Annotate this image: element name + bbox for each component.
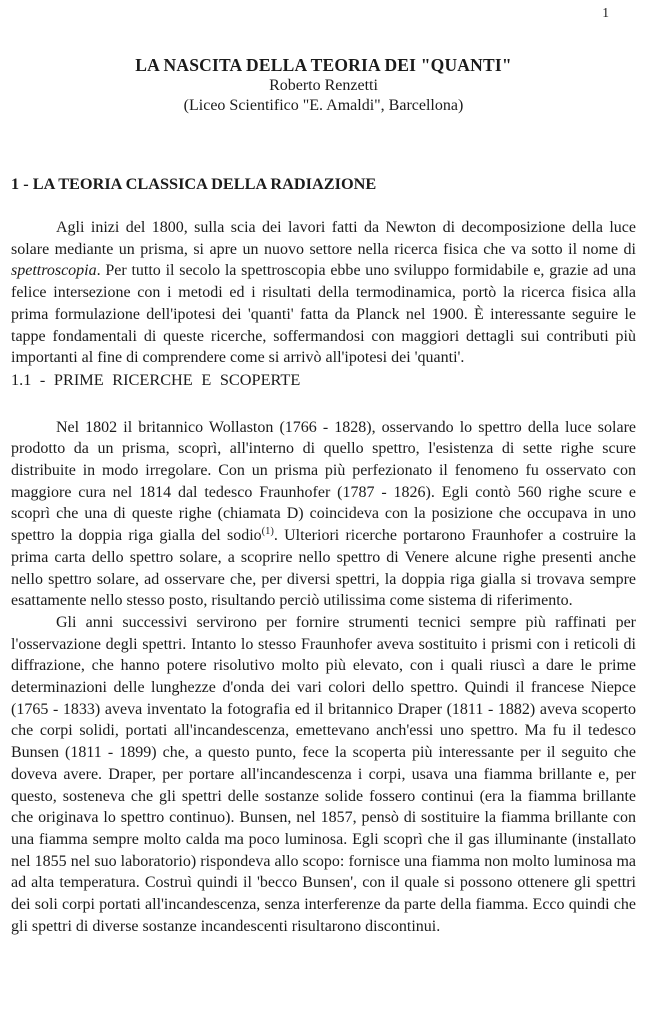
section-heading-1: 1 - LA TEORIA CLASSICA DELLA RADIAZIONE bbox=[11, 174, 377, 193]
paragraph-wollaston bbox=[11, 417, 636, 612]
text-run: Agli inizi del 1800, sulla scia dei lavori fatti da Newton di decomposizione della luce solare mediante un prisma, si apre un nuovo settore nella ricerca fisica che va sotto il nome di bbox=[11, 219, 636, 258]
text-run: . Ulteriori ricerche portarono Fraunhofer a costruire la prima carta dello spettro solare, a scoprire nello spettro di Venere alcune righe presenti anche nello spettro solare, ad osservare che, per diversi spettri, la doppia riga gialla si trovava sempre esattamente nello stesso posto, risultando perciò utilissima come sistema di riferimento. bbox=[11, 527, 636, 610]
document-affiliation: (Liceo Scientifico "E. Amaldi", Barcellona) bbox=[183, 97, 464, 114]
paragraph-instruments: Gli anni successivi servirono per fornire strumenti tecnici sempre più raffinati per l'osservazione degli spettri. Intanto lo stesso Fraunhofer aveva sostituito i prismi con i reticoli di diffrazione, che hanno potere risolutivo molto più elevato, con i quali riuscì a dare le prime determinazioni delle lunghezze d'onda dei vari colori dello spettro. Quindi il francese Niepce (1765 - 1833) aveva inventato la fotografia ed il britannico Draper (1811 - 1882) aveva scoperto che corpi solidi, portati all'incandescenza, emettevano anch'essi uno spettro. Ma fu il tedesco Bunsen (1811 - 1899) che, a questo punto, fece la scoperta più interessante per il seguito che doveva avere. Draper, per portare all'incandescenza i corpi, usava una fiamma brillante e, per questo, sosteneva che gli spettri delle sostanze solide fossero continui (era la fiamma brillante che originava lo spettro continuo). Bunsen, nel 1857, pensò di sostituire la fiamma brillante con una fiamma sempre molto calda ma poco luminosa. Egli scoprì che il gas illuminante (installato nel 1855 nel suo laboratorio) rispondeva allo scopo: fornisce una fiamma non molto luminosa ma ad alta temperatura. Costruì quindi il 'becco Bunsen', con il quale si possono ottenere gli spettri dei soli corpi portati all'incandescenza, senza interferenze da parte della fiamma. Ecco quindi che gli spettri di diverse sostanze incandescenti risultarono discontinui. bbox=[11, 613, 636, 935]
text-run: Nel 1802 il britannico Wollaston (1766 - 1828), osservando lo spettro della luce solare prodotto da un prisma, scoprì, all'interno di quello spettro, l'esistenza di sette righe scure distribuite in modo irregolare. Con un prisma più perfezionato il fenomeno fu osservato con maggiore cura nel 1814 dal tedesco Fraunhofer (1787 - 1826). Egli contò 560 righe scure e scoprì che una di queste righe (chiamata D) coincideva con la posizione che occupava in uno spettro la doppia riga gialla del sodio bbox=[11, 418, 636, 545]
subsection-heading-1-1: 1.1 - PRIME RICERCHE E SCOPERTE bbox=[11, 369, 301, 389]
text-run: . Per tutto il secolo la spettroscopia ebbe uno sviluppo formidabile e, grazie ad una felice intersezione con i metodi ed i risultati della termodinamica, portò la ricerca fisica alla prima formulazione dell'ipotesi dei 'quanti' fatta da Planck nel 1900. È interessante seguire le tappe fondamentali di queste ricerche, soffermandosi con maggiori dettagli sui contributi più importanti al fine di comprendere come si arrivò all'ipotesi dei 'quanti'. bbox=[11, 262, 636, 367]
document-author: Roberto Renzetti bbox=[269, 77, 378, 94]
page-number: 1 bbox=[602, 5, 609, 20]
document-title: LA NASCITA DELLA TEORIA DEI "QUANTI" bbox=[135, 55, 512, 75]
paragraph-intro bbox=[11, 217, 636, 369]
text-run-italic: spettroscopia bbox=[11, 262, 97, 280]
footnote-ref-1: (1) bbox=[261, 526, 274, 538]
